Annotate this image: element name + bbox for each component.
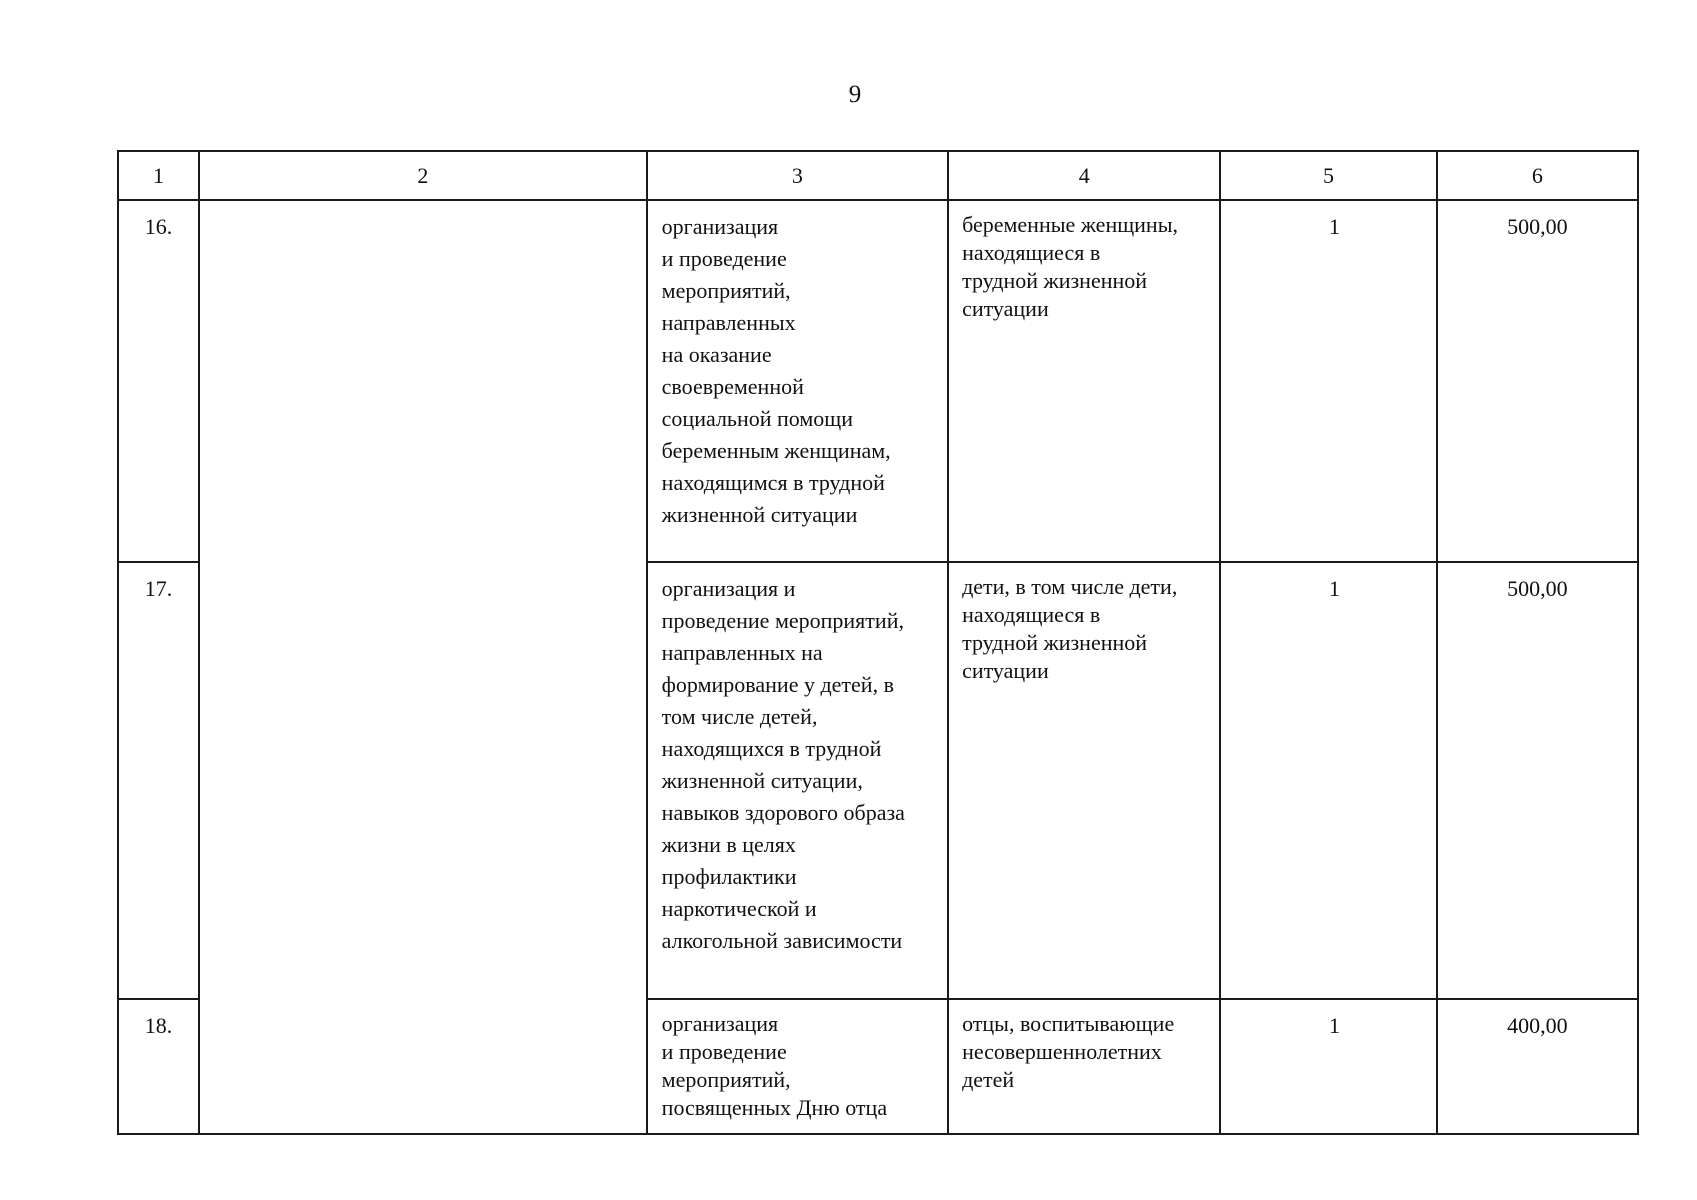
header-cell-5: 5	[1220, 151, 1436, 200]
amount: 500,00	[1437, 200, 1638, 562]
row-number: 16.	[118, 200, 199, 562]
document-table	[117, 150, 1639, 1135]
quantity: 1	[1220, 200, 1436, 562]
header-cell-3: 3	[647, 151, 948, 200]
activity-description: организация и проведение мероприятий, направленных на оказание своевременной социальной помощи беременным женщинам, находящимся в трудной жизненной ситуации	[647, 200, 948, 562]
table-header-row	[118, 151, 1638, 200]
amount: 400,00	[1437, 999, 1638, 1134]
merged-column-2-cell	[199, 200, 647, 1134]
quantity: 1	[1220, 562, 1436, 999]
row-number: 18.	[118, 999, 199, 1134]
target-group: отцы, воспитывающие несовершеннолетних детей	[948, 999, 1220, 1134]
page-number: 9	[848, 81, 862, 108]
quantity: 1	[1220, 999, 1436, 1134]
header-cell-1: 1	[118, 151, 199, 200]
amount: 500,00	[1437, 562, 1638, 999]
target-group: дети, в том числе дети, находящиеся в трудной жизненной ситуации	[948, 562, 1220, 999]
target-group: беременные женщины, находящиеся в трудной жизненной ситуации	[948, 200, 1220, 562]
header-cell-2: 2	[199, 151, 647, 200]
header-cell-6: 6	[1437, 151, 1638, 200]
header-cell-4: 4	[948, 151, 1220, 200]
table-row	[118, 200, 1638, 562]
activity-description: организация и проведение мероприятий, посвященных Дню отца	[647, 999, 948, 1134]
row-number: 17.	[118, 562, 199, 999]
activity-description: организация и проведение мероприятий, направленных на формирование у детей, в том числе детей, находящихся в трудной жизненной ситуации, навыков здорового образа жизни в целях профилактики наркотической и алкогольной зависимости	[647, 562, 948, 999]
